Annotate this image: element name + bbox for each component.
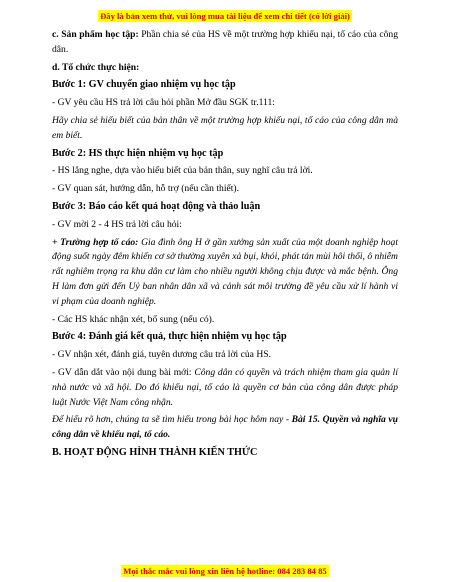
step1-line1: - GV yêu cầu HS trả lời câu hỏi phần Mở đầu SGK tr.111:	[52, 97, 275, 109]
section-b-heading: B. HOẠT ĐỘNG HÌNH THÀNH KIẾN THỨC	[52, 446, 258, 458]
preview-banner	[0, 6, 450, 24]
step3-line2: - Các HS khác nhận xét, bổ sung (nếu có).	[52, 313, 215, 325]
hotline-banner	[0, 561, 450, 579]
section-d-heading: d. Tổ chức thực hiện:	[52, 61, 140, 73]
step4-heading: Bước 4: Đánh giá kết quả, thực hiện nhiệm vụ học tập	[52, 331, 287, 343]
step2-line1: - HS lắng nghe, dựa vào hiểu biết của bản thân, suy nghĩ câu trả lời.	[52, 165, 313, 177]
step4-line3-italic: Để hiểu rõ hơn, chúng ta sẽ tìm hiểu trong bài học hôm nay -	[52, 414, 292, 426]
step3-case-text: Gia đình ông H ở gần xưởng sản xuất của một doanh nghiệp hoạt động suốt ngày đêm khiến cơ sở thường xuyên xả bụi, khói, phát tán mùi hôi thối, ô nhiễm rất nghiêm trọng ra khu dân cư làm cho nhiều người không chịu được và mắc bệnh. Ông H làm đơn gửi đến Uỷ ban nhân dân xã và cảnh sát môi trường đề yêu cầu xử lí hành vi vi phạm của doanh nghiệp.	[52, 236, 398, 307]
section-c-paragraph	[52, 28, 398, 58]
step4-line1: - GV nhận xét, đánh giá, tuyên dương câu trả lời của HS.	[52, 349, 271, 361]
step3-case-label: + Trường hợp tố cáo:	[52, 236, 139, 248]
step4-line3	[52, 413, 398, 443]
step4-line2-italic: Công dân có quyền và trách nhiệm tham gia quản lí nhà nước và xã hội. Do đó khiếu nại, tố cáo là quyền cơ bản của công dân được pháp luật Nước Việt Nam công nhận.	[52, 366, 398, 408]
step4-line2-prefix: - GV dẫn dắt vào nội dung bài mới:	[52, 366, 195, 378]
step1-question: Hãy chia sẻ hiểu biết của bản thân về một trường hợp khiếu nại, tố cáo của công dân mà em biết.	[52, 114, 398, 141]
step3-case	[52, 236, 398, 310]
step2-heading: Bước 2: HS thực hiện nhiệm vụ học tập	[52, 147, 224, 159]
step3-line1: - GV mời 2 - 4 HS trả lời câu hỏi:	[52, 218, 182, 230]
step2-line2: - GV quan sát, hướng dẫn, hỗ trợ (nếu cần thiết).	[52, 183, 240, 195]
step1-heading: Bước 1: GV chuyển giao nhiệm vụ học tập	[52, 79, 236, 91]
step4-line2	[52, 366, 398, 410]
step4-lesson-title: Bài 15. Quyền và nghĩa vụ công dân về khiếu nại, tố cáo.	[52, 414, 398, 441]
hotline-banner-text: Mọi thắc mắc vui lòng xin liên hệ hotline: 084 283 84 85	[123, 566, 327, 576]
document-body	[52, 28, 398, 464]
step3-heading: Bước 3: Báo cáo kết quả hoạt động và thảo luận	[52, 200, 261, 212]
section-c-label: c. Sản phẩm học tập:	[52, 29, 139, 40]
preview-banner-text: Đây là bản xem thử, vui lòng mua tài liệu để xem chi tiết (có lời giải)	[100, 11, 350, 21]
section-c-text: Phần chia sẻ của HS về một trường hợp khiếu nại, tố cáo của công dân.	[52, 29, 398, 55]
